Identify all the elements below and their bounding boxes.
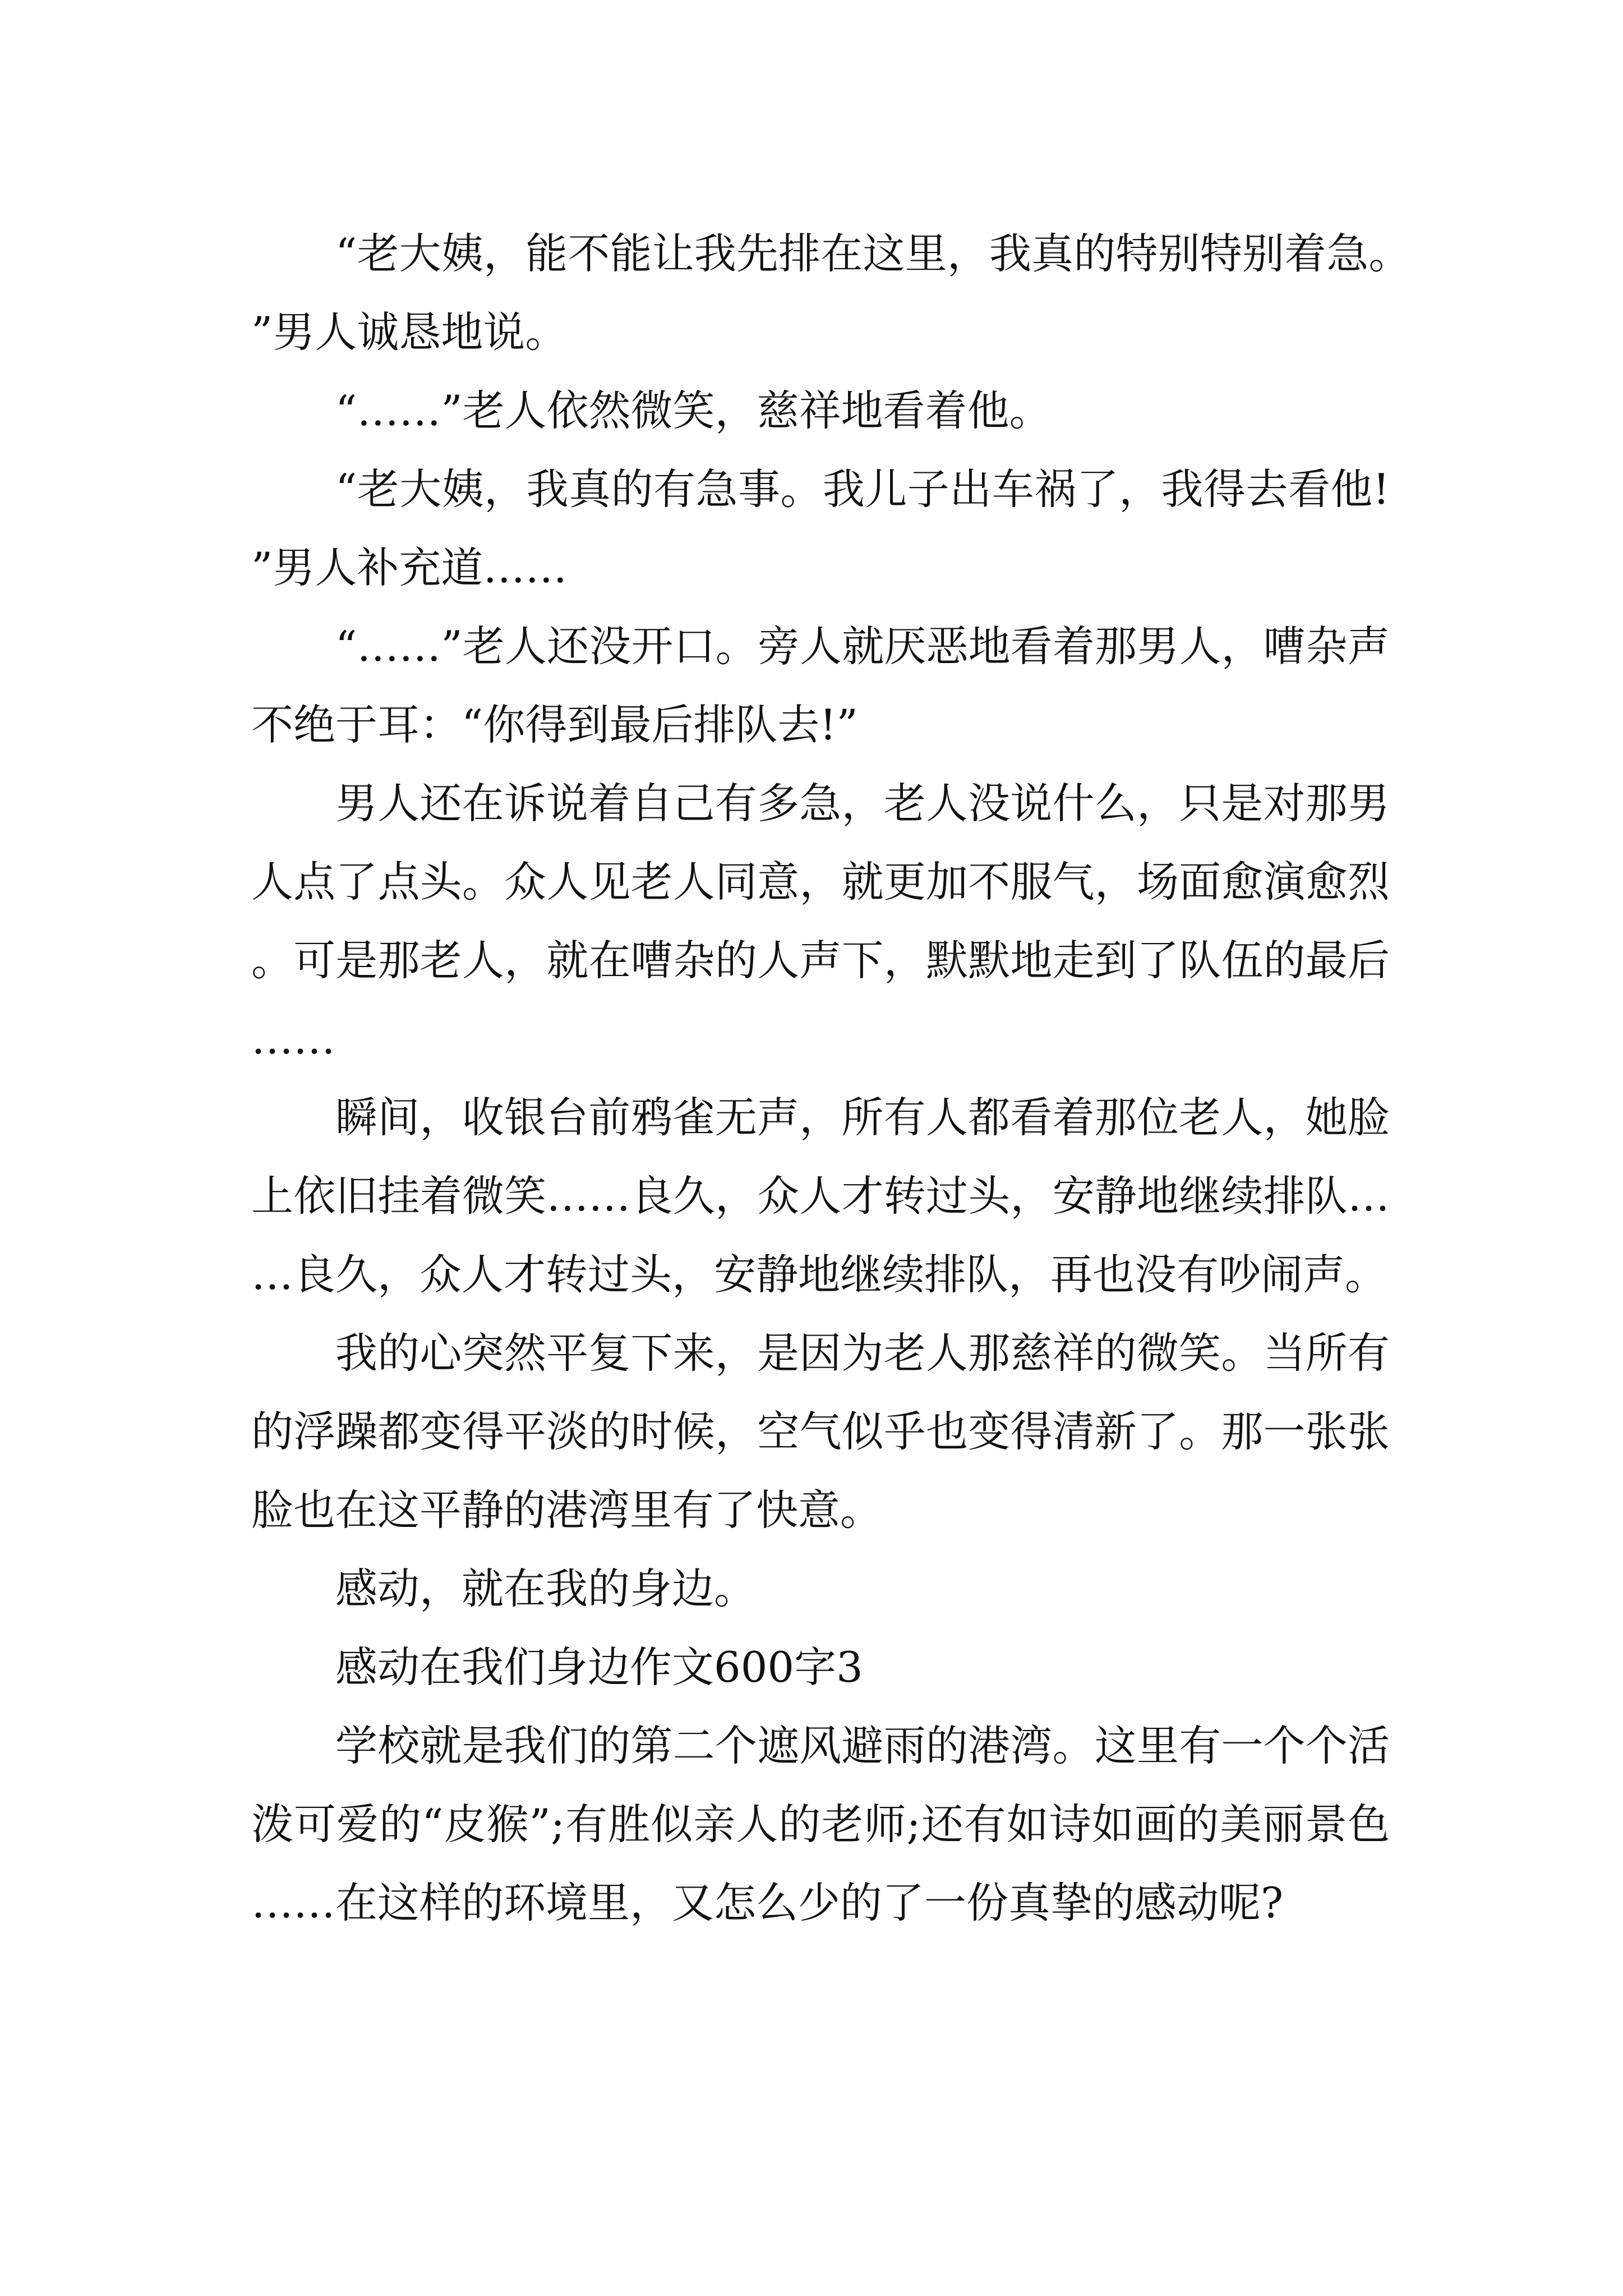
document-body: [251, 214, 1390, 1942]
paragraph-heart-calms: 我的心突然平复下来，是因为老人那慈祥的微笑。当所有的浮躁都变得平淡的时候，空气似乎也变得清新了。那一张张脸也在这平静的港湾里有了快意。: [251, 1328, 1390, 1535]
paragraph-bystanders: “……”老人还没开口。旁人就厌恶地看着那男人，嘈杂声不绝于耳：“你得到最后排队去!”: [251, 622, 1390, 749]
paragraph-school: 学校就是我们的第二个遮风避雨的港湾。这里有一个个活泼可爱的“皮猴”;有胜似亲人的老师;还有如诗如画的美丽景色……在这样的环境里，又怎么少的了一份真挚的感动呢?: [251, 1721, 1390, 1927]
paragraph-conclusion: 感动，就在我的身边。: [335, 1564, 757, 1613]
paragraph-dialogue-request: “老大姨，能不能让我先排在这里，我真的特别特别着急。”男人诚恳地说。: [251, 229, 1390, 357]
paragraph-silence: 瞬间，收银台前鸦雀无声，所有人都看着那位老人，她脸上依旧挂着微笑……良久，众人才转过头，安静地继续排队……良久，众人才转过头，安静地继续排队，再也没有吵闹声。: [251, 1093, 1390, 1299]
paragraph-old-woman-yields: 男人还在诉说着自己有多急，老人没说什么，只是对那男人点了点头。众人见老人同意，就更加不服气，场面愈演愈烈。可是那老人，就在嘈杂的人声下，默默地走到了队伍的最后……: [251, 779, 1390, 1064]
paragraph-dialogue-urgent: “老大姨，我真的有急事。我儿子出车祸了，我得去看他!”男人补充道……: [251, 464, 1390, 592]
section-heading: 感动在我们身边作文600字3: [335, 1642, 863, 1692]
paragraph-old-woman-smile: “……”老人依然微笑，慈祥地看着他。: [335, 386, 1052, 435]
